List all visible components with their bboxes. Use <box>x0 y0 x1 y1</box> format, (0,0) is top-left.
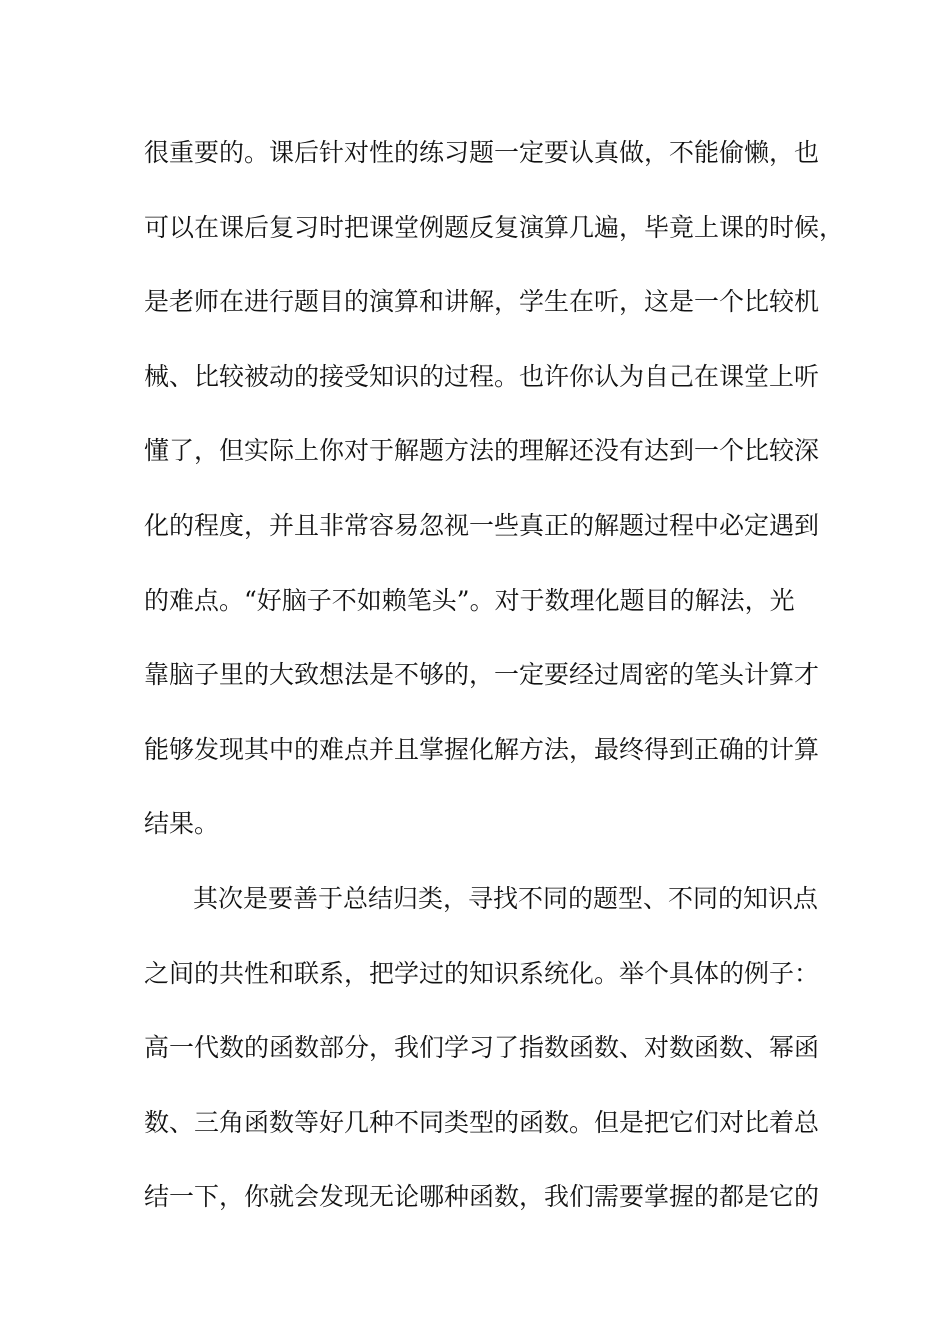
text-line: 之间的共性和联系，把学过的知识系统化。举个具体的例子： <box>144 958 820 988</box>
text-line: 械、比较被动的接受知识的过程。也许你认为自己在课堂上听 <box>144 361 820 391</box>
text-line: 的难点。“好脑子不如赖笔头”。对于数理化题目的解法，光 <box>144 585 795 615</box>
paragraph-first-line: 其次是要善于总结归类，寻找不同的题型、不同的知识点 <box>193 883 819 913</box>
body-text <box>144 128 845 1247</box>
text-line: 是老师在进行题目的演算和讲解，学生在听，这是一个比较机 <box>144 287 820 317</box>
text-line: 懂了，但实际上你对于解题方法的理解还没有达到一个比较深 <box>144 436 820 466</box>
text-line: 结果。 <box>144 809 220 839</box>
text-line: 可以在课后复习时把课堂例题反复演算几遍，毕竟上课的时候， <box>144 212 845 242</box>
text-line: 化的程度，并且非常容易忽视一些真正的解题过程中必定遇到 <box>144 510 820 540</box>
text-line: 很重要的。课后针对性的练习题一定要认真做，不能偷懒，也 <box>144 138 820 167</box>
text-line: 靠脑子里的大致想法是不够的，一定要经过周密的笔头计算才 <box>144 660 820 690</box>
text-line: 高一代数的函数部分，我们学习了指数函数、对数函数、幂函 <box>144 1033 820 1063</box>
text-line: 数、三角函数等好几种不同类型的函数。但是把它们对比着总 <box>144 1107 820 1137</box>
text-line: 结一下，你就会发现无论哪种函数，我们需要掌握的都是它的 <box>144 1182 820 1212</box>
text-line: 能够发现其中的难点并且掌握化解方法，最终得到正确的计算 <box>144 734 820 764</box>
